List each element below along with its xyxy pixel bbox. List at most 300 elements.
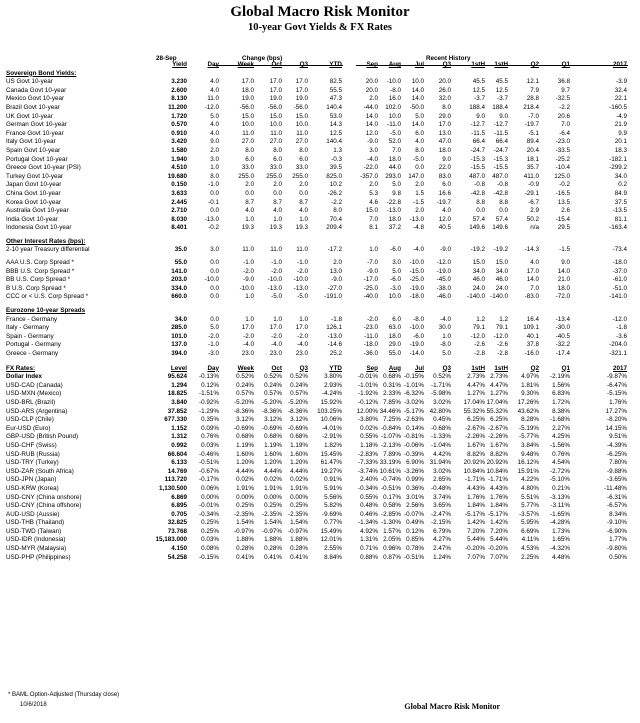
table-cell: 12.5: [329, 129, 342, 137]
table-cell: -7.33%: [358, 459, 378, 467]
table-cell: 293.0: [385, 172, 401, 180]
row-label: Greece Govt 10-year (PSI): [6, 164, 81, 172]
table-cell: -2.0: [243, 332, 254, 340]
table-cell: 25.2: [329, 350, 342, 357]
table-cell: 37.852: [167, 407, 187, 415]
column-header: Q3: [299, 61, 308, 68]
table-cell: 55.32%: [463, 407, 485, 415]
table-cell: 10.2: [329, 181, 342, 189]
table-cell: 10.84%: [463, 467, 485, 475]
table-cell: 17.26%: [517, 398, 539, 406]
table-cell: 0.03%: [201, 536, 219, 544]
table-cell: 5.95%: [521, 519, 539, 527]
table-row: [6, 164, 634, 173]
table-cell: 0.02%: [264, 476, 282, 484]
table-cell: -2.8: [474, 350, 485, 357]
table-cell: 0.35%: [201, 416, 219, 424]
table-cell: 4.54%: [552, 459, 570, 467]
table-cell: 1.940: [171, 155, 187, 163]
table-cell: -0.74%: [381, 476, 401, 484]
table-cell: 1.88%: [264, 536, 282, 544]
table-cell: 37.5: [614, 198, 627, 206]
table-cell: 4.0: [530, 259, 539, 267]
table-cell: 32.4: [614, 86, 627, 94]
table-cell: 8.38%: [552, 407, 570, 415]
table-cell: 18.0: [388, 215, 401, 223]
table-cell: 1.84%: [467, 502, 485, 510]
table-cell: 37.8: [526, 341, 539, 349]
table-cell: -2.13%: [381, 441, 401, 449]
table-cell: 8.0: [273, 146, 282, 154]
table-cell: 8.0: [299, 146, 308, 154]
row-label: USD-ZAR (South Africa): [6, 467, 74, 475]
table-cell: -17.4: [555, 350, 570, 357]
table-cell: 2.0: [415, 207, 424, 215]
table-cell: 5.91%: [324, 484, 342, 492]
table-cell: -25.0: [409, 276, 424, 284]
row-label: German Govt 10-year: [6, 121, 67, 129]
table-cell: 23.0: [269, 350, 282, 357]
table-cell: 50.2: [526, 215, 539, 223]
table-cell: -0.81%: [404, 433, 424, 441]
table-cell: 19.3: [269, 224, 282, 232]
table-cell: -0.51%: [381, 484, 401, 492]
table-cell: -2.35%: [262, 510, 282, 518]
row-label: India Govt 10-year: [6, 215, 58, 223]
table-cell: 1.0: [245, 215, 254, 223]
table-cell: 79.1: [495, 324, 508, 332]
table-cell: -0.68%: [431, 424, 451, 432]
table-cell: 55.0: [388, 350, 401, 357]
table-cell: 8.0: [245, 146, 254, 154]
table-cell: -2.35%: [234, 510, 254, 518]
table-cell: 11.200: [168, 103, 187, 111]
table-row: [6, 382, 634, 391]
column-header: Q3: [299, 364, 308, 372]
table-cell: 3.80%: [324, 373, 342, 381]
table-row: [6, 121, 634, 130]
table-cell: -6.4: [559, 129, 570, 137]
table-cell: 0.25%: [290, 502, 308, 510]
table-cell: 140.4: [326, 138, 342, 146]
table-cell: 35.7: [526, 164, 539, 172]
table-cell: -13.5: [612, 207, 627, 215]
row-label: USD-CNY (China onshore): [6, 493, 82, 501]
table-cell: 1.91%: [236, 484, 254, 492]
table-row: [6, 545, 634, 554]
table-cell: 125.0: [554, 172, 570, 180]
table-cell: 0.99%: [406, 476, 424, 484]
table-cell: 3.02%: [433, 398, 451, 406]
table-cell: -4.0: [367, 155, 378, 163]
table-cell: -18.0: [363, 341, 378, 349]
row-label: USD-CAD (Canada): [6, 381, 63, 389]
table-cell: -2.2: [331, 198, 342, 206]
table-cell: 2.73%: [490, 373, 508, 381]
row-label: Italy Govt 10-year: [6, 138, 56, 146]
table-cell: 0.570: [171, 121, 187, 129]
table-cell: -12.0: [470, 332, 485, 340]
column-header: 1stH: [471, 364, 485, 372]
table-cell: 0.28%: [236, 545, 254, 553]
table-cell: 47.0: [438, 138, 451, 146]
table-row: [6, 95, 634, 104]
table-cell: -163.4: [609, 224, 627, 232]
column-header: 1stH: [494, 61, 508, 68]
table-row: [6, 476, 634, 485]
table-cell: 1.5: [415, 189, 424, 197]
table-cell: 1.76%: [609, 398, 627, 406]
table-cell: 20.1: [614, 138, 627, 146]
header-change-label: Change (bps): [242, 55, 283, 62]
table-cell: 15.49%: [320, 527, 342, 535]
risk-table: [6, 53, 634, 562]
table-cell: -10.4: [555, 164, 570, 172]
table-cell: 7.0: [561, 121, 570, 129]
table-cell: 5.77%: [521, 502, 539, 510]
table-cell: 255.0: [238, 172, 254, 180]
table-cell: 34.0: [614, 172, 627, 180]
table-cell: 1.19%: [264, 441, 282, 449]
table-cell: -8.36%: [262, 407, 282, 415]
table-cell: -15.4: [555, 215, 570, 223]
table-cell: -182.1: [609, 155, 627, 163]
row-label: USD-RUB (Russia): [6, 450, 60, 458]
table-cell: 37.2: [388, 224, 401, 232]
table-cell: -2.72%: [550, 467, 570, 475]
table-cell: 0.76%: [552, 450, 570, 458]
table-cell: -4.24%: [322, 390, 342, 398]
table-row: [6, 468, 634, 477]
table-cell: 20.4: [526, 146, 539, 154]
table-cell: 8.7: [245, 198, 254, 206]
table-cell: 0.55%: [360, 493, 378, 501]
table-cell: -1.92%: [358, 390, 378, 398]
table-row: [6, 425, 634, 434]
table-cell: 1.27%: [490, 390, 508, 398]
table-cell: 10.0: [388, 112, 401, 120]
table-cell: 1.0: [442, 332, 451, 340]
row-label: UK Govt 10-year: [6, 112, 53, 120]
table-cell: -3.0: [208, 350, 219, 357]
table-row: [6, 246, 634, 255]
table-cell: 15.0: [365, 207, 378, 215]
table-cell: -3.11%: [550, 502, 570, 510]
row-label: China Govt 10-year: [6, 189, 61, 197]
table-cell: 14.0: [411, 95, 424, 103]
table-cell: -5.1: [528, 129, 539, 137]
table-cell: 9.7: [561, 86, 570, 94]
table-cell: -321.1: [609, 350, 627, 357]
table-cell: -9.69%: [322, 510, 342, 518]
table-cell: 66.604: [167, 450, 187, 458]
table-cell: -19.0: [409, 341, 424, 349]
table-cell: -14.6: [327, 341, 342, 349]
table-cell: 17.0: [241, 78, 254, 86]
table-cell: 2.0: [333, 259, 342, 267]
table-cell: 7.9: [530, 86, 539, 94]
table-cell: 7.80%: [609, 459, 627, 467]
table-cell: -14.3: [524, 246, 539, 254]
table-cell: 285.0: [171, 324, 187, 332]
table-cell: 6.25%: [490, 416, 508, 424]
table-cell: 0.25%: [236, 502, 254, 510]
table-cell: 8.82%: [490, 450, 508, 458]
table-cell: 2.73%: [467, 373, 485, 381]
table-cell: 2.0: [273, 181, 282, 189]
table-cell: 42.80%: [429, 407, 451, 415]
table-row: [6, 316, 634, 325]
row-label: Korea Govt 10-year: [6, 198, 61, 206]
table-cell: -0.39%: [404, 450, 424, 458]
table-cell: 0.0: [415, 164, 424, 172]
table-cell: -17.0: [363, 276, 378, 284]
table-cell: 52.0: [388, 138, 401, 146]
table-cell: 0.52%: [433, 373, 451, 381]
table-cell: 0.00%: [290, 493, 308, 501]
table-cell: 677.330: [164, 416, 187, 424]
table-cell: -40.5: [555, 332, 570, 340]
table-cell: 1.0: [273, 315, 282, 323]
table-cell: -9.0: [440, 246, 451, 254]
table-cell: -5.0: [297, 293, 308, 301]
table-cell: -1.5: [413, 198, 424, 206]
table-cell: -3.9: [616, 78, 627, 86]
table-row: [6, 130, 634, 139]
table-cell: 34.46%: [379, 407, 401, 415]
table-cell: 14.0: [557, 267, 570, 275]
table-cell: 1.20%: [264, 459, 282, 467]
table-cell: 3.12%: [264, 416, 282, 424]
table-cell: 7.07%: [490, 553, 508, 561]
table-cell: 18.0: [388, 332, 401, 340]
table-cell: -6.57%: [607, 502, 627, 510]
table-cell: 73.768: [167, 527, 187, 535]
table-cell: -0.48%: [431, 484, 451, 492]
table-cell: 82.5: [329, 78, 342, 86]
table-cell: -0.92%: [199, 398, 219, 406]
table-cell: -19.2: [470, 246, 485, 254]
table-cell: 9.48%: [521, 450, 539, 458]
table-cell: 40.5: [438, 224, 451, 232]
table-cell: 1.2: [476, 315, 485, 323]
table-cell: -4.32%: [550, 545, 570, 553]
column-header: Aug: [388, 61, 401, 68]
table-cell: 3.01%: [406, 493, 424, 501]
table-cell: 19.3: [241, 224, 254, 232]
table-cell: 5.44%: [490, 536, 508, 544]
table-cell: -0.2: [208, 224, 219, 232]
table-row: [6, 259, 634, 268]
table-cell: -204.0: [609, 341, 627, 349]
table-cell: 84.9: [614, 189, 627, 197]
table-cell: 18.0: [241, 86, 254, 94]
row-label: Turkey Govt 10-year: [6, 172, 64, 180]
table-cell: 28.8: [526, 95, 539, 103]
table-cell: -0.12%: [358, 398, 378, 406]
table-cell: -5.17%: [404, 407, 424, 415]
table-cell: -10.0: [386, 78, 401, 86]
table-cell: 24.0: [472, 284, 485, 292]
table-cell: 4.42%: [433, 450, 451, 458]
table-cell: 6.0: [245, 155, 254, 163]
table-cell: 8.0: [415, 146, 424, 154]
header-history-label: Recent History: [426, 55, 471, 62]
table-row: [6, 485, 634, 494]
table-cell: -1.30%: [381, 519, 401, 527]
table-cell: -72.0: [555, 293, 570, 301]
table-cell: 9.0: [476, 112, 485, 120]
table-cell: 81.1: [614, 215, 627, 223]
table-cell: 140.4: [326, 103, 342, 111]
table-cell: -6.31%: [607, 493, 627, 501]
table-cell: 29.0: [438, 112, 451, 120]
table-cell: -2.63%: [404, 416, 424, 424]
table-cell: 1.0: [369, 246, 378, 254]
table-cell: 10.0: [295, 121, 308, 129]
table-cell: 70.4: [329, 215, 342, 223]
section-title-text: Sovereign Bond Yields:: [6, 69, 77, 77]
table-cell: 102.0: [385, 103, 401, 111]
table-cell: 1.580: [171, 146, 187, 154]
table-cell: -3.0: [390, 284, 401, 292]
table-row: [6, 528, 634, 537]
table-cell: 11.0: [242, 246, 254, 254]
page-title: Global Macro Risk Monitor: [230, 4, 410, 20]
table-cell: 9.0: [210, 138, 219, 146]
table-cell: -13.0: [386, 207, 401, 215]
table-cell: -11.48%: [604, 484, 627, 492]
table-cell: 18.825: [167, 390, 187, 398]
table-cell: 6.869: [171, 493, 187, 501]
table-cell: 2.0: [210, 146, 219, 154]
row-label: USD-BRL (Brazil): [6, 398, 56, 406]
table-cell: -2.0: [271, 332, 282, 340]
table-cell: 17.0: [295, 86, 308, 94]
table-cell: 0.88%: [360, 553, 378, 561]
row-label: Japan Govt 10-year: [6, 181, 62, 189]
table-cell: 31.94%: [429, 459, 451, 467]
table-cell: 5.0: [210, 112, 219, 120]
table-cell: 8.130: [171, 95, 187, 103]
row-label: Brazil Govt 10-year: [6, 103, 60, 111]
table-cell: -16.0: [524, 350, 539, 357]
table-cell: 15.0: [295, 112, 308, 120]
table-row: [6, 181, 634, 190]
table-cell: -4.0: [440, 315, 451, 323]
table-cell: 0.0: [210, 207, 219, 215]
table-cell: 26.0: [438, 86, 451, 94]
table-cell: 14.0: [411, 86, 424, 94]
table-cell: -13.0: [267, 284, 282, 292]
table-row: [6, 78, 634, 87]
table-cell: 15.92%: [320, 398, 342, 406]
row-label: AAA U.S. Corp Spread *: [6, 259, 74, 267]
table-cell: -38.0: [436, 284, 451, 292]
table-cell: 22.0: [438, 164, 451, 172]
table-cell: 12.5: [495, 86, 508, 94]
table-cell: -17.2: [327, 246, 342, 254]
table-cell: -24.7: [470, 146, 485, 154]
table-cell: -2.67%: [465, 424, 485, 432]
row-label: USD-THB (Thailand): [6, 519, 65, 527]
table-cell: 1.60%: [264, 450, 282, 458]
table-cell: 0.68%: [383, 373, 401, 381]
table-cell: -0.84%: [381, 424, 401, 432]
table-cell: 1.73%: [552, 527, 570, 535]
table-cell: 8.1: [369, 224, 378, 232]
table-row: [6, 408, 634, 417]
table-cell: 1.91%: [290, 484, 308, 492]
table-cell: 11.0: [242, 129, 254, 137]
table-cell: -12.0: [204, 103, 219, 111]
table-row: [6, 390, 634, 399]
table-cell: -6.0: [390, 246, 401, 254]
table-cell: -19.0: [436, 267, 451, 275]
table-cell: -8.0: [413, 315, 424, 323]
table-cell: -1.04%: [431, 441, 451, 449]
table-cell: 19.0: [269, 95, 282, 103]
table-cell: 36.8: [557, 78, 570, 86]
table-cell: -2.8: [497, 350, 508, 357]
table-cell: 5.0: [415, 112, 424, 120]
table-cell: 334.0: [171, 284, 187, 292]
table-cell: -0.1: [208, 198, 219, 206]
table-cell: -5.0: [390, 129, 401, 137]
table-cell: 4.44%: [236, 467, 254, 475]
table-cell: 11.0: [296, 129, 308, 137]
table-cell: -44.0: [363, 103, 378, 111]
column-header: Day: [207, 364, 219, 372]
table-cell: 14.0: [526, 276, 539, 284]
table-cell: 1.56%: [552, 381, 570, 389]
table-cell: -2.0: [208, 332, 219, 340]
table-cell: 2.0: [369, 95, 378, 103]
row-label: Eur-USD (Euro): [6, 424, 51, 432]
table-cell: 1.76%: [467, 493, 485, 501]
table-cell: 3.840: [171, 398, 187, 406]
table-cell: -0.34%: [199, 510, 219, 518]
table-cell: -140.0: [467, 293, 485, 301]
row-label: BBB U.S. Corp Spread *: [6, 267, 75, 275]
table-cell: 89.4: [526, 138, 539, 146]
row-label: Spain - Germany: [6, 332, 54, 340]
table-cell: 34.0: [472, 267, 485, 275]
table-cell: -36.0: [363, 350, 378, 357]
table-cell: 0.17%: [383, 493, 401, 501]
table-cell: -141.0: [609, 293, 627, 301]
table-cell: 14.15%: [605, 424, 627, 432]
table-cell: -13.0: [293, 284, 308, 292]
table-cell: 19.3: [295, 224, 308, 232]
column-header: 1stH: [494, 364, 508, 372]
table-cell: -24.7: [493, 146, 508, 154]
table-cell: -25.0: [363, 284, 378, 292]
table-cell: 0.50%: [609, 553, 627, 561]
table-cell: 1.20%: [290, 459, 308, 467]
table-cell: -5.0: [413, 155, 424, 163]
table-cell: 4.53%: [521, 545, 539, 553]
table-cell: 2.9: [530, 207, 539, 215]
row-label: Indonesia Govt 10-year: [6, 224, 72, 232]
table-cell: 7.89%: [383, 450, 401, 458]
table-cell: 1.60%: [236, 450, 254, 458]
table-cell: 0.57%: [290, 390, 308, 398]
table-cell: 57.4: [495, 215, 508, 223]
table-cell: 4.0: [442, 207, 451, 215]
table-cell: -3.80%: [358, 416, 378, 424]
table-cell: 0.06%: [201, 484, 219, 492]
